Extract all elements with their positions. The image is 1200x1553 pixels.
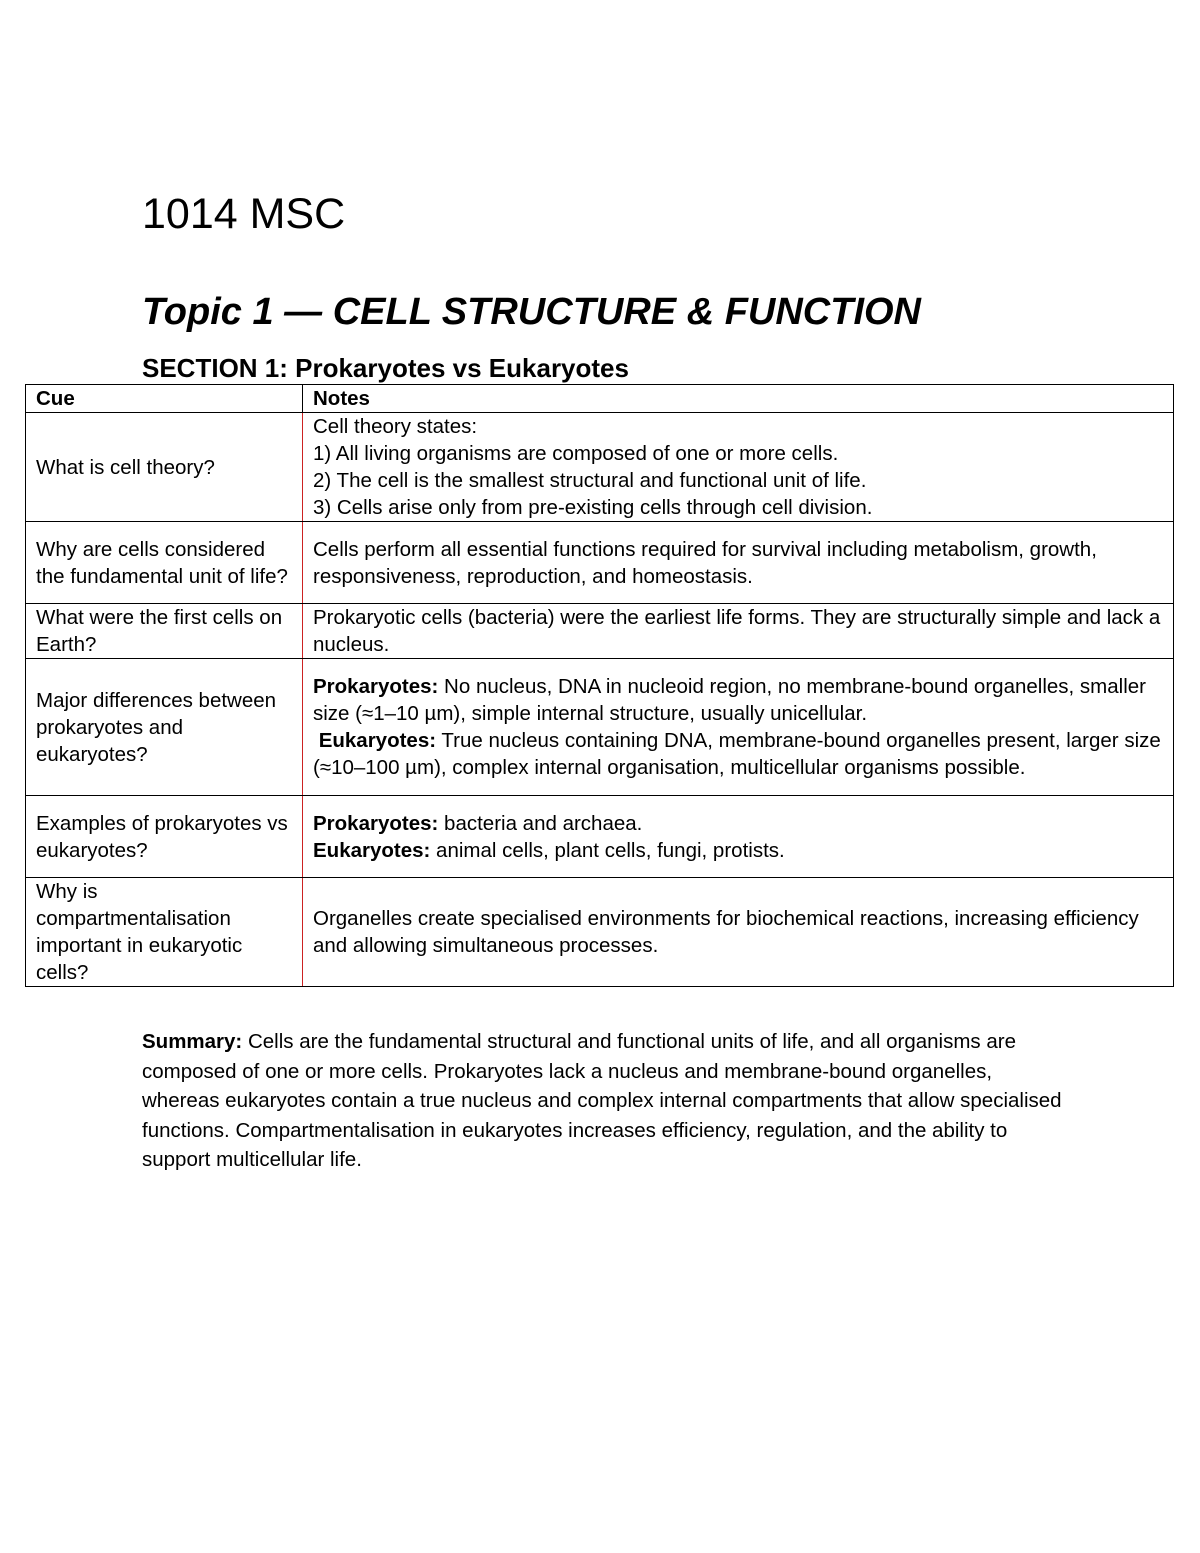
table-row [26,659,1174,796]
table-row [26,604,1174,659]
notes-cell: Organelles create specialised environments for biochemical reactions, increasing efficiency and allowing simultaneous processes. [303,878,1174,987]
prokaryote-note [313,810,1163,837]
eukaryote-text: animal cells, plant cells, fungi, protists. [430,838,785,862]
prokaryote-label: Prokaryotes: [313,675,439,698]
cue-cell: Why are cells considered the fundamental unit of life? [26,522,303,604]
notes-cell [303,659,1174,796]
cue-cell: What were the first cells on Earth? [26,604,303,659]
eukaryote-note [313,727,1163,781]
notes-cell: Prokaryotic cells (bacteria) were the earliest life forms. They are structurally simple and lack a nucleus. [303,604,1174,659]
summary-text: Cells are the fundamental structural and functional units of life, and all organisms are composed of one or more cells. Prokaryotes lack a nucleus and membrane-bound organelles, whereas eukaryotes contain a true nucleus and complex internal compartments that allow specialised functions. Compartmentalisation in eukaryotes increases efficiency, regulation, and the ability to support multicellular life. [142,1030,1062,1172]
cue-cell: Why is compartmentalisation important in eukaryotic cells? [26,878,303,987]
notes-column-header: Notes [303,385,1174,413]
notes-cell [303,796,1174,878]
eukaryote-text: True nucleus containing DNA, membrane-bound organelles present, larger size (≈10–100 µm), complex internal organisation, multicellular organisms possible. [313,729,1161,779]
eukaryote-label: Eukaryotes: [313,838,431,862]
cue-notes-table [25,384,1174,987]
summary-label: Summary: [142,1030,243,1053]
prokaryote-label: Prokaryotes: [313,811,439,835]
cue-cell: Major differences between prokaryotes and eukaryotes? [26,659,303,796]
course-title: 1014 MSC [142,190,346,238]
note-line: 2) The cell is the smallest structural and functional unit of life. [313,469,867,492]
cue-cell: What is cell theory? [26,413,303,522]
note-line: 1) All living organisms are composed of one or more cells. [313,442,839,465]
table-row [26,796,1174,878]
cue-column-header: Cue [26,385,303,413]
prokaryote-note [313,673,1163,727]
table-row [26,413,1174,522]
notes-cell [303,413,1174,522]
note-line: Cell theory states: [313,415,478,438]
prokaryote-text: bacteria and archaea. [438,811,643,835]
cue-cell: Examples of prokaryotes vs eukaryotes? [26,796,303,878]
prokaryote-text: No nucleus, DNA in nucleoid region, no membrane-bound organelles, smaller size (≈1–10 µm), simple internal structure, usually unicellular. [313,675,1146,725]
table-row [26,878,1174,987]
topic-title: Topic 1 — CELL STRUCTURE & FUNCTION [142,291,921,333]
summary-paragraph [142,1027,1062,1175]
table-row [26,522,1174,604]
section-title: SECTION 1: Prokaryotes vs Eukaryotes [142,353,629,383]
notes-cell: Cells perform all essential functions required for survival including metabolism, growth, responsiveness, reproduction, and homeostasis. [303,522,1174,604]
table-header-row [26,385,1174,413]
eukaryote-note [313,837,1163,864]
note-line: 3) Cells arise only from pre-existing cells through cell division. [313,496,873,519]
eukaryote-label: Eukaryotes: [318,729,437,752]
